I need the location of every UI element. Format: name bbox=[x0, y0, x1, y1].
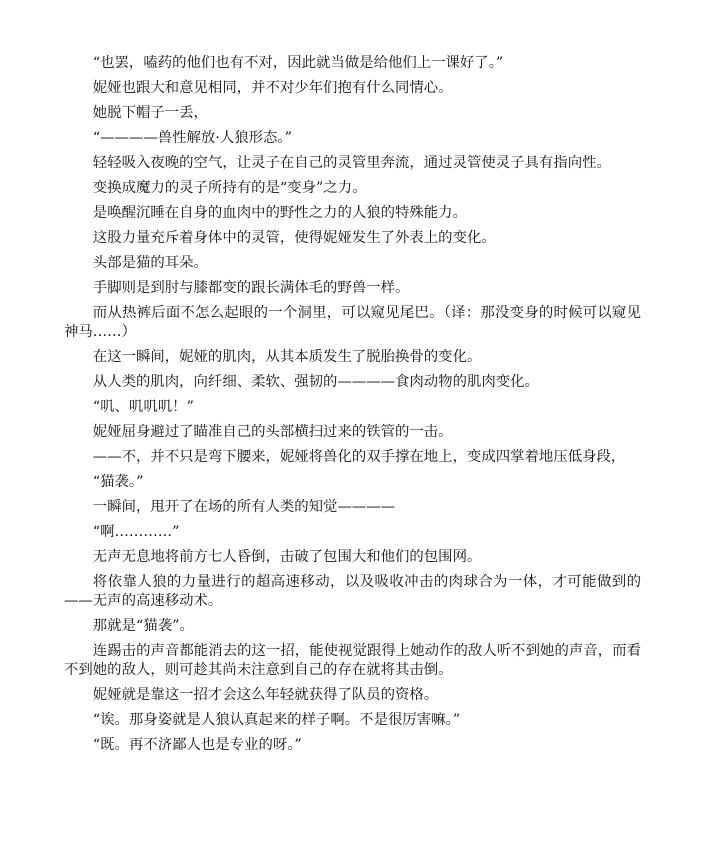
paragraph: 那就是“猫袭”。 bbox=[92, 618, 194, 634]
paragraph: 变换成魔力的灵子所持有的是“变身”之力。 bbox=[92, 180, 367, 196]
paragraph: 手脚则是到肘与膝都变的跟长满体毛的野兽一样。 bbox=[92, 280, 410, 296]
paragraph: “叽、叽叽叽！” bbox=[92, 399, 194, 415]
paragraph: “诶。那身姿就是人狼认真起来的样子啊。不是很厉害嘛。” bbox=[92, 712, 461, 728]
document-body bbox=[64, 54, 641, 761]
paragraph: 头部是猫的耳朵。 bbox=[92, 255, 208, 271]
paragraph: 这股力量充斥着身体中的灵管，使得妮娅发生了外表上的变化。 bbox=[92, 230, 496, 246]
paragraph: 将依靠人狼的力量进行的超高速移动，以及吸收冲击的肉球合为一体，才可能做到的——无声的高速移动术。 bbox=[64, 574, 641, 609]
paragraph: 是唤醒沉睡在自身的血肉中的野性之力的人狼的特殊能力。 bbox=[92, 205, 467, 221]
paragraph: 从人类的肌肉，向纤细、柔软、强韧的————食肉动物的肌肉变化。 bbox=[92, 374, 539, 390]
paragraph: “猫袭。” bbox=[92, 474, 144, 490]
paragraph: 她脱下帽子一丢， bbox=[92, 105, 208, 121]
paragraph: “————兽性解放·人狼形态。” bbox=[92, 130, 292, 146]
paragraph: 而从热裤后面不怎么起眼的一个洞里，可以窥见尾巴。（译：那没变身的时候可以窥见神马……） bbox=[64, 305, 641, 340]
paragraph: “啊…………” bbox=[92, 524, 180, 540]
paragraph: 连踢击的声音都能消去的这一招，能使视觉跟得上她动作的敌人听不到她的声音，而看不到她的敌人，则可趁其尚未注意到自己的存在就将其击倒。 bbox=[64, 643, 641, 678]
paragraph: “也罢，嗑药的他们也有不对，因此就当做是给他们上一课好了。” bbox=[92, 55, 504, 71]
paragraph: ——不，并不只是弯下腰来，妮娅将兽化的双手撑在地上，变成四掌着地压低身段， bbox=[92, 449, 626, 465]
paragraph: 妮娅就是靠这一招才会这么年轻就获得了队员的资格。 bbox=[92, 687, 439, 703]
paragraph: 妮娅也跟大和意见相同，并不对少年们抱有什么同情心。 bbox=[92, 80, 453, 96]
paragraph: 轻轻吸入夜晚的空气，让灵子在自己的灵管里奔流，通过灵管使灵子具有指向性。 bbox=[92, 155, 611, 171]
paragraph: 无声无息地将前方七人昏倒，击破了包围大和他们的包围网。 bbox=[92, 549, 482, 565]
paragraph: 在这一瞬间，妮娅的肌肉，从其本质发生了脱胎换骨的变化。 bbox=[92, 349, 482, 365]
paragraph: 妮娅屈身避过了瞄准自己的头部横扫过来的铁管的一击。 bbox=[92, 424, 453, 440]
paragraph: “既。再不济鄙人也是专业的呀。” bbox=[92, 737, 302, 753]
paragraph: 一瞬间，甩开了在场的所有人类的知觉———— bbox=[92, 499, 396, 515]
